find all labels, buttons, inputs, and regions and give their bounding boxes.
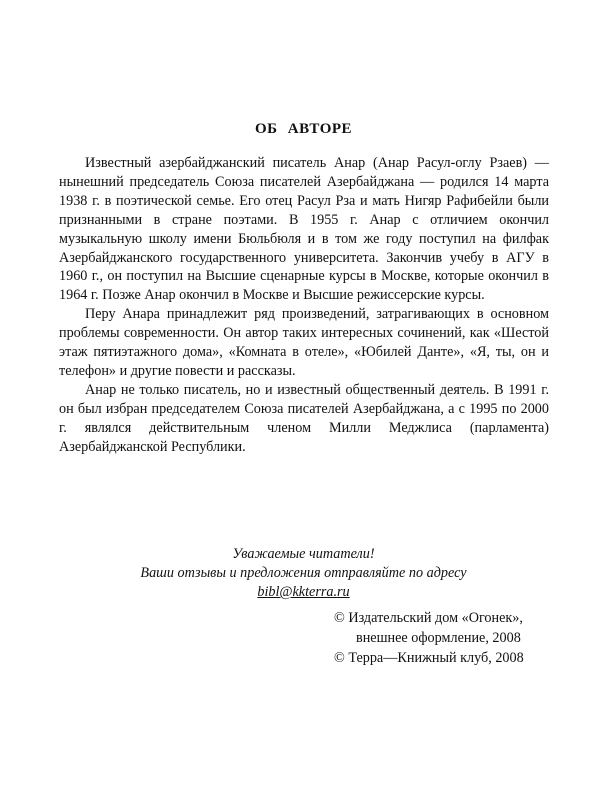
- copyright-block: [334, 608, 524, 668]
- copyright-publisher: © Издательский дом «Огонек»,: [334, 610, 523, 626]
- paragraph-public-activity: Анар не только писатель, но и известный общественный деятель. В 1991 г. он был избран председателем Союза писателей Азербайджана, а с 1995 по 2000 г. являлся действительным членом Милли Меджлиса (парламента) Азербайджанской Республики.: [59, 381, 549, 455]
- paragraph-biography: Известный азербайджанский писатель Анар (Анар Расул-оглу Рзаев) — нынешний председатель Союза писателей Азербайджана — родился 14 марта 1938 г. в поэтической семье. Его отец Расул Рза и мать Нигяр Рафибейли были признанными в стране поэтами. В 1955 г. Анар с отличием окончил музыкальную школу имени Бюльбюля и в том же году поступил на филфак Азербайджанского государственного университета. Закончив учебу в АГУ в 1960 г., он поступил на Высшие сценарные курсы в Москве, которые окончил в 1964 г. Позже Анар окончил в Москве и Высшие режиссерские курсы.: [59, 155, 549, 304]
- notice-greeting: Уважаемые читатели!: [232, 546, 375, 562]
- email-link[interactable]: bibl@kkterra.ru: [257, 584, 350, 600]
- about-author-text: [59, 154, 549, 457]
- notice-request: Ваши отзывы и предложения отправляйте по адресу: [140, 565, 467, 581]
- copyright-book-club: © Терра—Книжный клуб, 2008: [334, 650, 524, 666]
- paragraph-works: Перу Анара принадлежит ряд произведений, затрагивающих в основном проблемы современности. Он автор таких интересных сочинений, как «Шестой этаж пятиэтажного дома», «Комната в отеле», «Юбилей Данте», «Я, ты, он и телефон» и другие повести и рассказы.: [59, 306, 549, 379]
- page-title: ОБ АВТОРЕ: [254, 121, 353, 137]
- copyright-design: внешнее оформление, 2008: [356, 630, 521, 646]
- readers-notice: [0, 545, 607, 602]
